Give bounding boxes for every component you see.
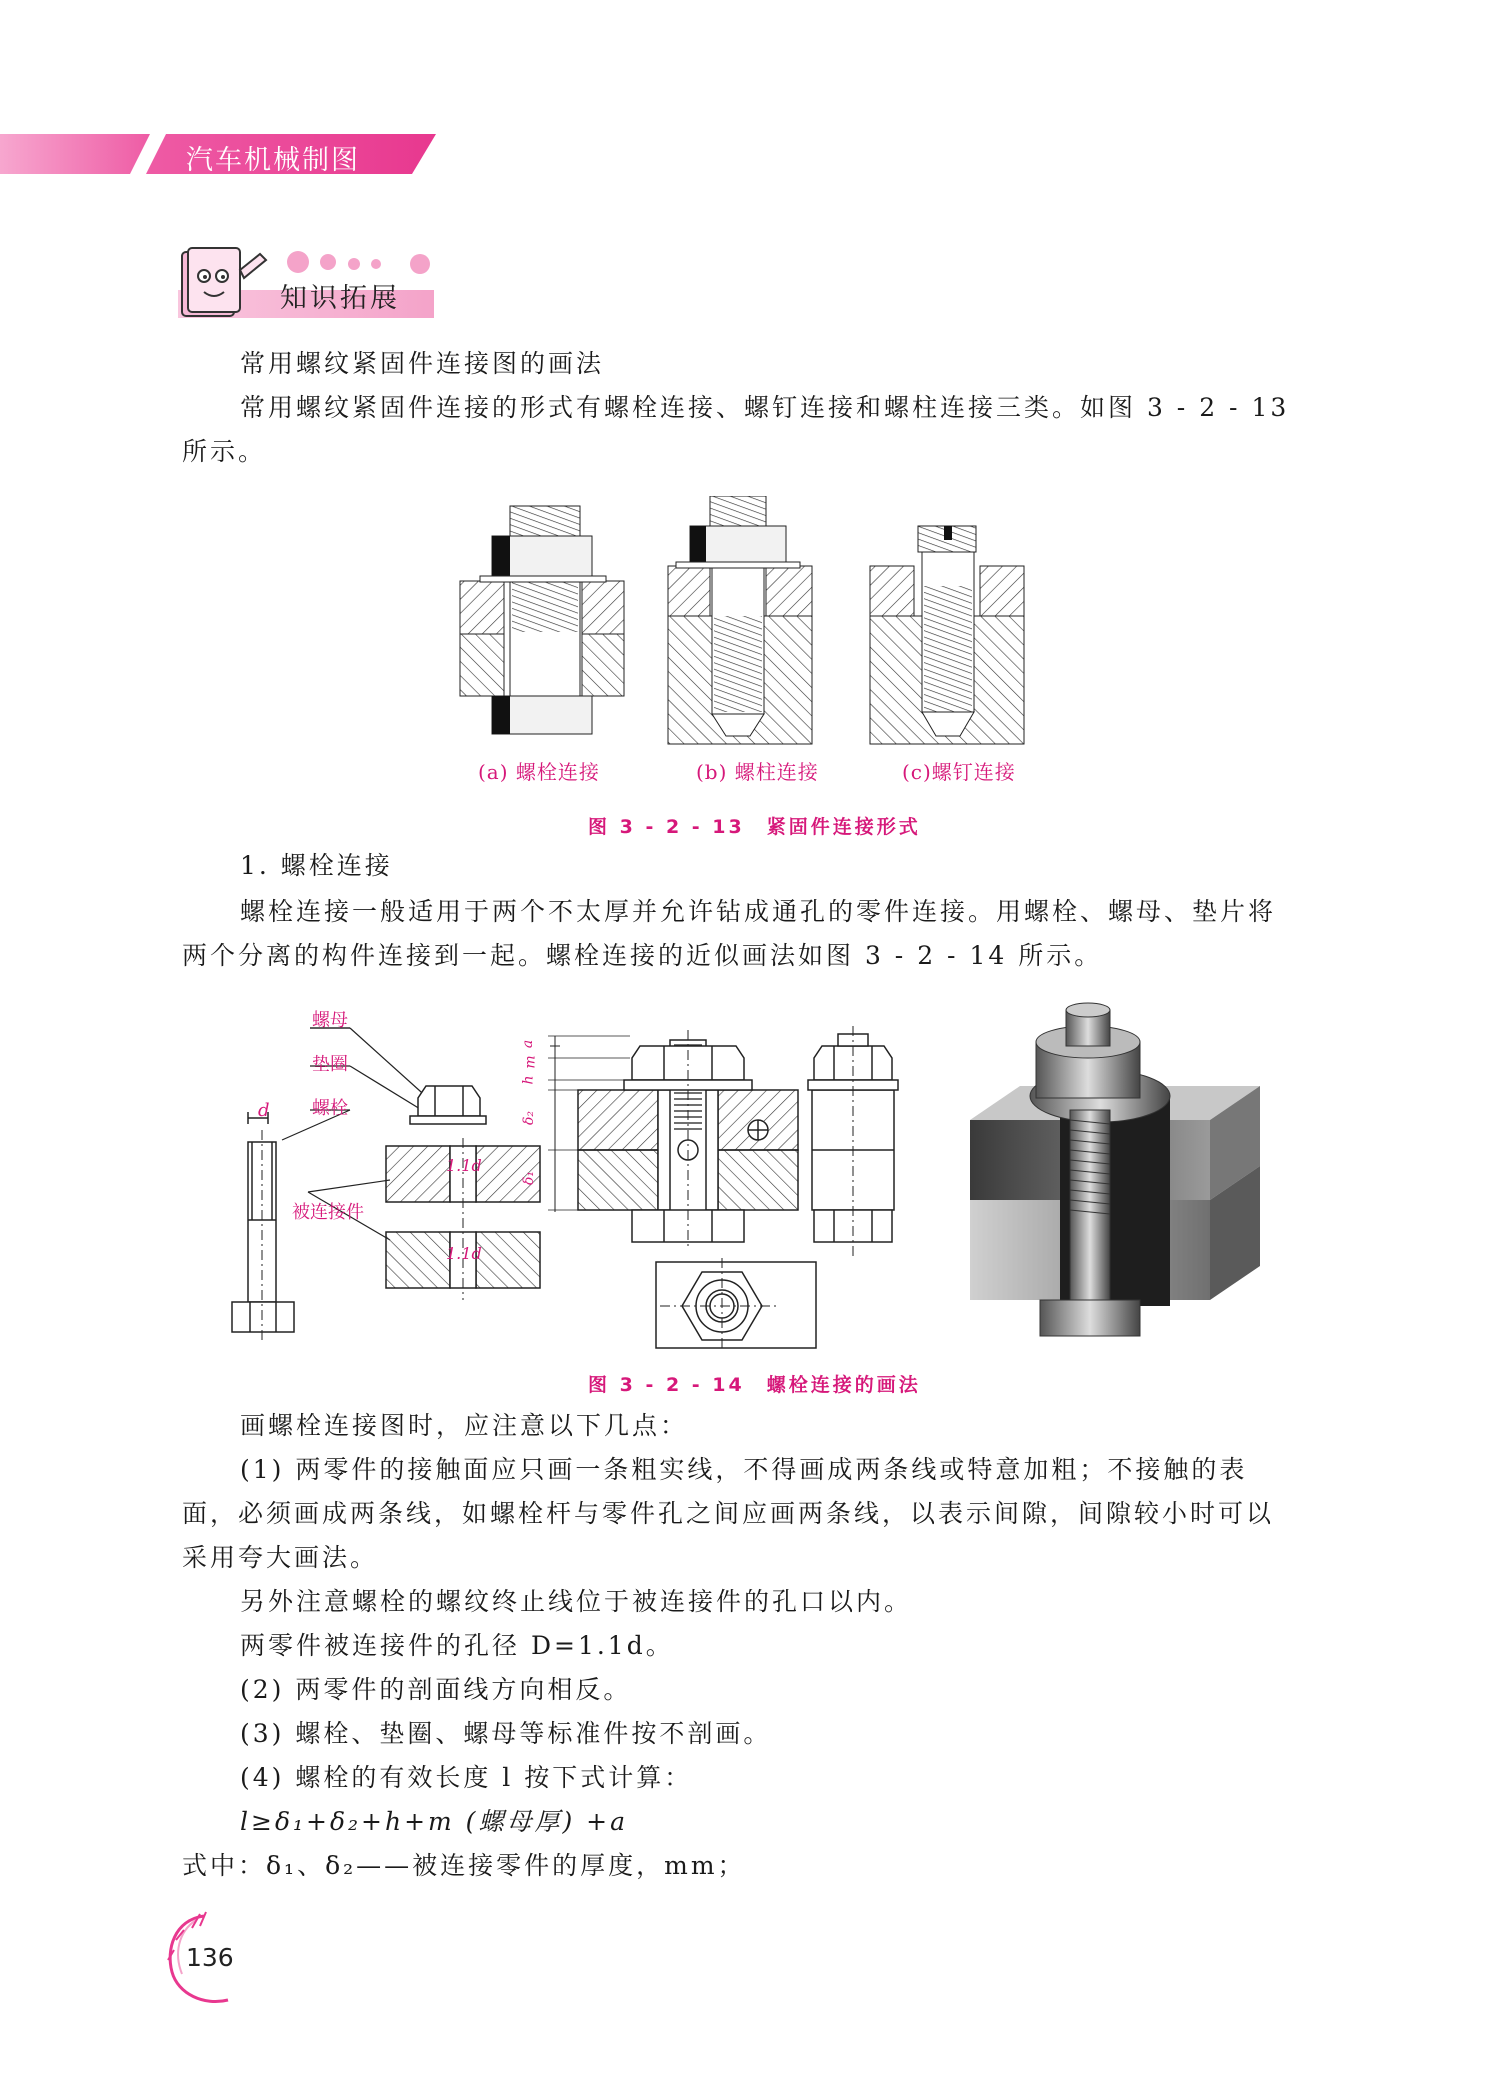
projection-symbol-icon xyxy=(748,1120,768,1140)
body-line: 式中：δ₁、δ₂——被连接零件的厚度，mm； xyxy=(182,1851,746,1880)
figure1-sub-a: (a) 螺栓连接 xyxy=(478,760,600,784)
dim-a: a xyxy=(520,1039,537,1049)
section1-line: 螺栓连接一般适用于两个不太厚并允许钻成通孔的零件连接。用螺栓、螺母、垫片将 xyxy=(240,897,1277,926)
body-line: 采用夸大画法。 xyxy=(182,1543,379,1572)
body-line: 面，必须画成两条线，如螺栓杆与零件孔之间应画两条线，以表示间隙，间隙较小时可以 xyxy=(182,1499,1275,1528)
figure1-sub-b: (b) 螺柱连接 xyxy=(696,760,819,784)
body-line: (4) 螺栓的有效长度 l 按下式计算： xyxy=(240,1763,693,1792)
knowledge-box-title: 知识拓展 xyxy=(280,283,400,314)
dim-m: m xyxy=(522,1055,539,1069)
label-1-1d: 1.1d xyxy=(446,1244,482,1263)
body-line: 另外注意螺栓的螺纹终止线位于被连接件的孔口以内。 xyxy=(240,1587,913,1616)
body-line: (1) 两零件的接触面应只画一条粗实线，不得画成两条线或特意加粗；不接触的表 xyxy=(240,1455,1248,1484)
top-view-drawing xyxy=(656,1258,816,1350)
bolt-3d-render xyxy=(970,1003,1260,1336)
side-view-drawing xyxy=(808,1026,898,1256)
bolt-drawing-figure xyxy=(220,1000,1300,1360)
formula: l≥δ₁+δ₂+h+m (螺母厚) +a xyxy=(240,1807,628,1836)
label-1-1d: 1.1d xyxy=(446,1156,482,1175)
header-title: 汽车机械制图 xyxy=(186,145,360,176)
label-bolt: 螺栓 xyxy=(312,1098,348,1119)
separate-bolt-drawing xyxy=(232,1112,294,1340)
label-nut: 螺母 xyxy=(312,1010,348,1031)
stud-connection-drawing xyxy=(668,496,812,744)
dim-h: h xyxy=(520,1075,537,1085)
body-line: (2) 两零件的剖面线方向相反。 xyxy=(240,1675,632,1704)
label-connected-parts: 被连接件 xyxy=(292,1202,364,1223)
label-washer: 垫圈 xyxy=(312,1054,348,1075)
section-title: 常用螺纹紧固件连接图的画法 xyxy=(240,349,605,378)
dim-delta1: δ₁ xyxy=(521,1170,538,1186)
label-d: d xyxy=(258,1100,270,1121)
nut-washer-parts xyxy=(410,1086,486,1124)
screw-connection-drawing xyxy=(870,526,1024,744)
figure2-caption: 图 3 - 2 - 14 螺栓连接的画法 xyxy=(588,1374,921,1396)
intro-line: 所示。 xyxy=(182,437,267,466)
intro-line: 常用螺纹紧固件连接的形式有螺栓连接、螺钉连接和螺柱连接三类。如图 3 - 2 - 13 xyxy=(240,393,1290,422)
body-line: (3) 螺栓、垫圈、螺母等标准件按不剖画。 xyxy=(240,1719,772,1748)
section1-title: 1. 螺栓连接 xyxy=(240,851,393,880)
bolt-connection-drawing xyxy=(460,506,624,734)
figure1-sub-c: (c)螺钉连接 xyxy=(902,760,1016,784)
section1-line: 两个分离的构件连接到一起。螺栓连接的近似画法如图 3 - 2 - 14 所示。 xyxy=(182,941,1103,970)
dim-delta2: δ₂ xyxy=(521,1110,538,1126)
figure1-caption: 图 3 - 2 - 13 紧固件连接形式 xyxy=(588,816,921,838)
fastener-connection-figure xyxy=(450,496,1050,750)
body-line: 画螺栓连接图时，应注意以下几点： xyxy=(240,1411,689,1440)
page-number: 136 xyxy=(186,1943,234,1972)
body-line: 两零件被连接件的孔径 D=1.1d。 xyxy=(240,1631,674,1660)
